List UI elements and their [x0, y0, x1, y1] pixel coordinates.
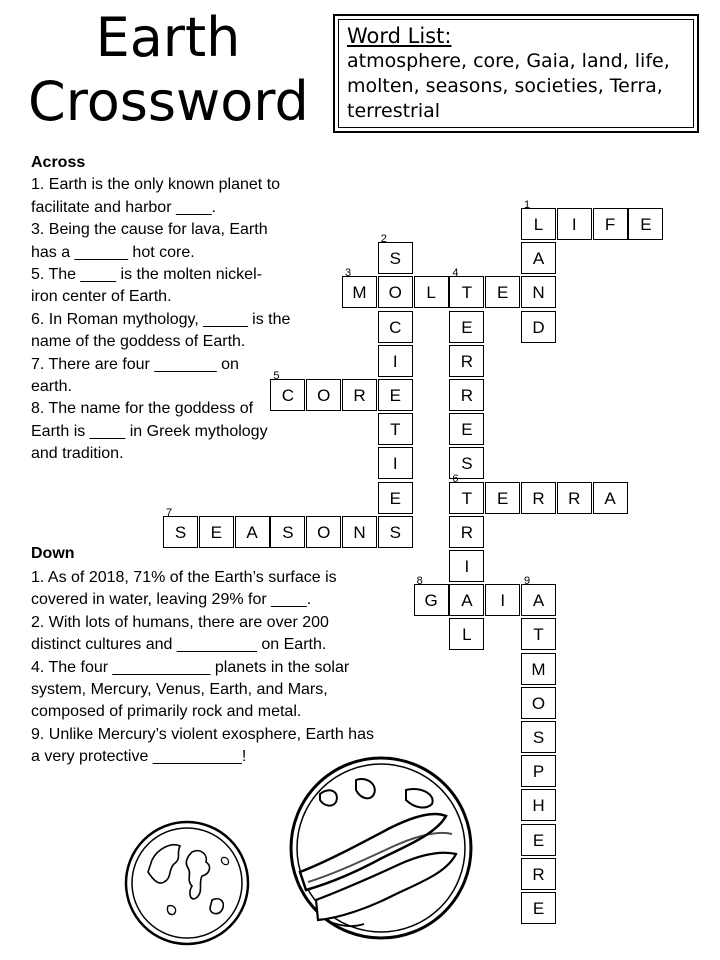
- crossword-cell[interactable]: R: [521, 858, 556, 890]
- crossword-cell[interactable]: S 2: [378, 242, 413, 274]
- crossword-cell[interactable]: R: [449, 345, 484, 377]
- crossword-cell[interactable]: R: [449, 516, 484, 548]
- crossword-cell[interactable]: E: [485, 482, 520, 514]
- clue-number: 7: [166, 506, 173, 519]
- clue-number: 8: [416, 575, 423, 588]
- across-clue: 7. There are four _______ on earth.: [31, 355, 239, 396]
- word-list-inner: [338, 19, 694, 128]
- clue-number: 2: [380, 233, 387, 246]
- crossword-cell[interactable]: L: [449, 618, 484, 650]
- crossword-cell[interactable]: I: [485, 584, 520, 616]
- title-line-2: Crossword: [28, 70, 309, 133]
- crossword-cell[interactable]: D: [521, 311, 556, 343]
- title-line-1: Earth: [95, 6, 241, 69]
- across-clues: [31, 152, 376, 466]
- page-title: [28, 6, 308, 134]
- down-clues: [31, 567, 376, 769]
- crossword-cell[interactable]: H: [521, 789, 556, 821]
- crossword-cell[interactable]: R: [449, 379, 484, 411]
- crossword-cell[interactable]: C 5: [270, 379, 305, 411]
- clue-number: 5: [273, 370, 280, 382]
- crossword-cell[interactable]: E: [521, 824, 556, 856]
- crossword-cell[interactable]: R: [521, 482, 556, 514]
- crossword-cell[interactable]: E: [378, 379, 413, 411]
- across-clue: 3. Being the cause for lava, Earth has a ______ hot core.: [31, 221, 268, 261]
- small-globe-icon: [122, 818, 252, 948]
- crossword-cell[interactable]: N: [342, 516, 377, 548]
- clue-number: 6: [452, 472, 459, 485]
- crossword-cell[interactable]: I: [449, 550, 484, 582]
- across-clue: 1. Earth is the only known planet to facilitate and harbor ____.: [31, 176, 281, 216]
- crossword-cell[interactable]: O: [306, 516, 341, 548]
- down-clue: 1. As of 2018, 71% of the Earth’s surface is covered in water, leaving 29% for ____.: [31, 569, 337, 609]
- crossword-cell[interactable]: O: [378, 276, 413, 308]
- crossword-cell[interactable]: A: [449, 584, 484, 616]
- crossword-cell[interactable]: C: [378, 311, 413, 343]
- crossword-cell[interactable]: E: [199, 516, 234, 548]
- crossword-cell[interactable]: A: [593, 482, 628, 514]
- crossword-cell[interactable]: S: [521, 721, 556, 753]
- crossword-cell[interactable]: E: [485, 276, 520, 308]
- crossword-cell[interactable]: R: [557, 482, 592, 514]
- clue-number: 3: [345, 267, 352, 280]
- across-clue: 8. The name for the goddess of Earth is ____ in Greek mythology and tradition.: [31, 400, 268, 463]
- crossword-cell[interactable]: M: [521, 653, 556, 685]
- crossword-cell[interactable]: R: [342, 379, 377, 411]
- down-clue: 9. Unlike Mercury’s violent exosphere, Earth has a very protective __________!: [31, 725, 374, 766]
- crossword-cell[interactable]: G 8: [414, 584, 449, 616]
- crossword-cell[interactable]: P: [521, 755, 556, 787]
- down-clue: 2. With lots of humans, there are over 200 distinct cultures and _________ on Earth.: [31, 613, 329, 654]
- crossword-cell[interactable]: E: [521, 892, 556, 924]
- crossword-cell[interactable]: O: [521, 687, 556, 719]
- crossword-cell[interactable]: A 9: [521, 584, 556, 616]
- crossword-cell[interactable]: F: [593, 208, 628, 240]
- crossword-cell[interactable]: L 1: [521, 208, 556, 240]
- clue-number: 9: [524, 575, 531, 588]
- clue-number: 1: [524, 199, 531, 211]
- crossword-cell[interactable]: S: [378, 516, 413, 548]
- crossword-cell[interactable]: S: [449, 447, 484, 479]
- crossword-cell[interactable]: A: [521, 242, 556, 274]
- crossword-cell[interactable]: M 3: [342, 276, 377, 308]
- crossword-cell[interactable]: L: [414, 276, 449, 308]
- crossword-cell[interactable]: S 7: [163, 516, 198, 548]
- across-clue: 5. The ____ is the molten nickel-iron center of Earth.: [31, 266, 262, 306]
- crossword-cell[interactable]: T 4: [449, 276, 484, 308]
- down-clue: 4. The four ___________ planets in the solar system, Mercury, Venus, Earth, and Mars, composed of primarily rock and metal.: [31, 658, 350, 721]
- word-list-text: atmosphere, core, Gaia, land, life, molten, seasons, societies, Terra, terrestrial: [347, 50, 670, 122]
- crossword-cell[interactable]: T: [521, 618, 556, 650]
- crossword-cell[interactable]: E: [378, 482, 413, 514]
- word-list-box: [333, 14, 699, 133]
- crossword-cell[interactable]: I: [378, 345, 413, 377]
- crossword-cell[interactable]: E: [628, 208, 663, 240]
- crossword-cell[interactable]: T 6: [449, 482, 484, 514]
- crossword-cell[interactable]: A: [235, 516, 270, 548]
- crossword-cell[interactable]: O: [306, 379, 341, 411]
- crossword-cell[interactable]: E: [449, 413, 484, 445]
- down-heading: Down: [31, 545, 75, 562]
- crossword-cell[interactable]: T: [378, 413, 413, 445]
- crossword-cell[interactable]: E: [449, 311, 484, 343]
- large-globe-icon: [286, 750, 476, 945]
- crossword-cell[interactable]: N: [521, 276, 556, 308]
- word-list-heading: Word List:: [347, 24, 452, 48]
- crossword-cell[interactable]: I: [557, 208, 592, 240]
- across-heading: Across: [31, 154, 86, 171]
- crossword-cell[interactable]: S: [270, 516, 305, 548]
- clue-number: 4: [452, 267, 459, 280]
- crossword-cell[interactable]: I: [378, 447, 413, 479]
- across-clue: 6. In Roman mythology, _____ is the name of the goddess of Earth.: [31, 310, 291, 351]
